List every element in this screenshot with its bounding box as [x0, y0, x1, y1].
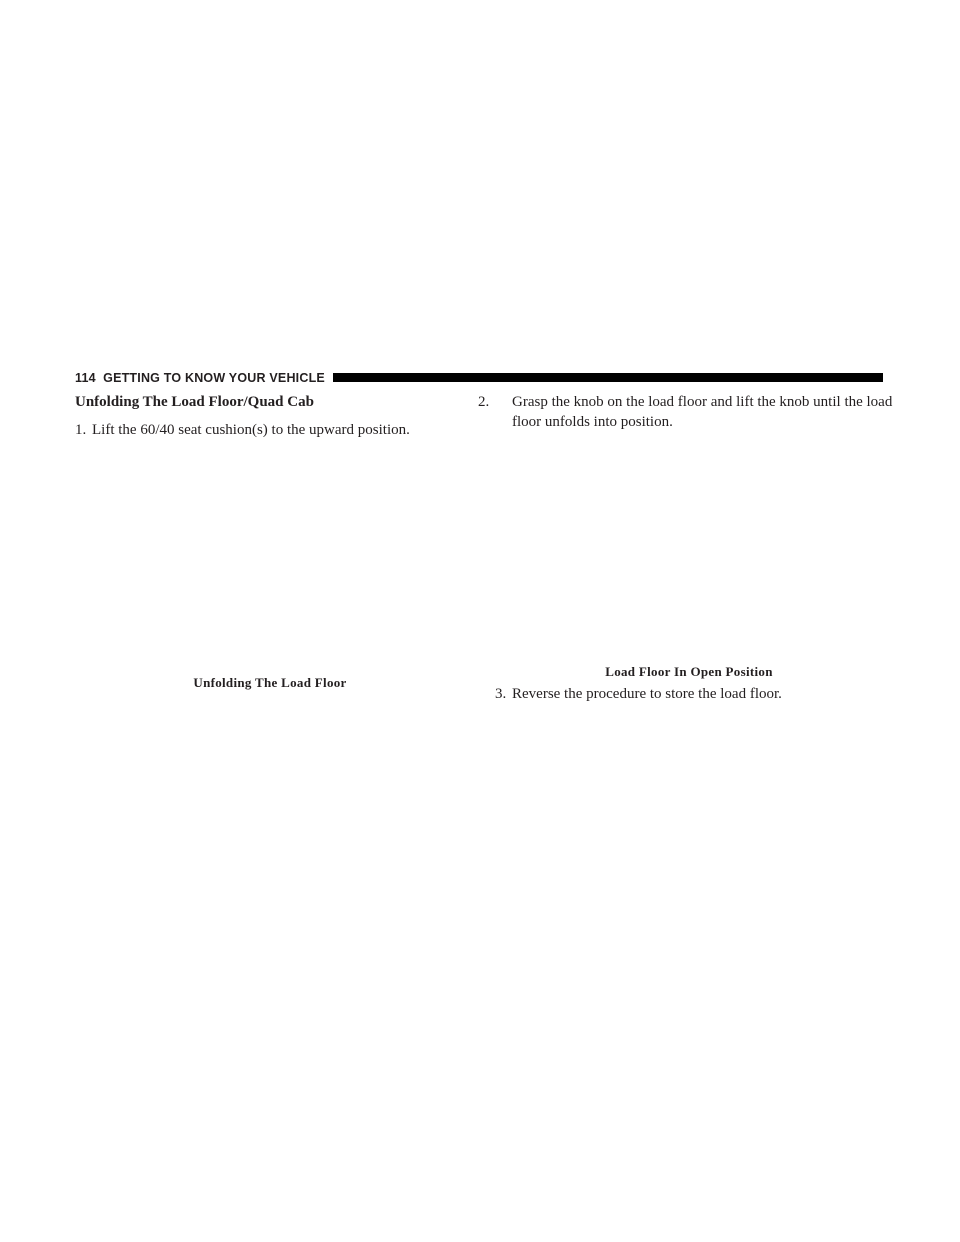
- page-header: [75, 370, 883, 386]
- section-heading: Unfolding The Load Floor/Quad Cab: [75, 394, 314, 410]
- step-1-number: 1.: [75, 422, 87, 438]
- page-header-label: [75, 371, 325, 385]
- step-3-text: Reverse the procedure to store the load floor.: [512, 686, 782, 702]
- figure-caption-unfolding: Unfolding The Load Floor: [193, 675, 347, 690]
- step-3-number: 3.: [495, 686, 507, 702]
- header-rule: [333, 373, 883, 382]
- step-1-text: Lift the 60/40 seat cushion(s) to the upward position.: [92, 422, 410, 438]
- page-number: 114: [75, 371, 96, 385]
- section-title: GETTING TO KNOW YOUR VEHICLE: [103, 371, 325, 385]
- step-2-number: 2.: [478, 394, 490, 410]
- figure-caption-open-position: Load Floor In Open Position: [605, 664, 773, 679]
- step-1: [75, 420, 465, 440]
- figure-load-floor-open: [495, 444, 883, 654]
- step-2-text: Grasp the knob on the load floor and lift the knob until the load floor unfolds into position.: [512, 394, 893, 430]
- figure-unfolding-load-floor: [75, 454, 465, 664]
- step-3: [495, 684, 883, 704]
- step-2: [478, 392, 900, 432]
